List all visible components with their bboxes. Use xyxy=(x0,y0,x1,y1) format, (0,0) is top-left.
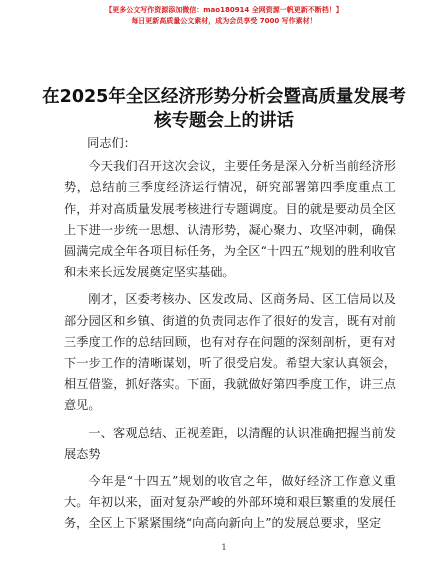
paragraph-1: 今天我们召开这次会议，主要任务是深入分析当前经济形势，总结前三季度经济运行情况，研究部署第四季度重点工作，并对高质量发展考核进行专题调度。目的就是要动员全区上下进一步统一思想、认清形势，凝心聚力、攻坚冲刺，确保圆满完成全年各项目标任务，为全区“十四五”规划的胜利收官和未来长远发展奠定坚实基础。 xyxy=(64,159,396,280)
promo-banner-line-2: 每日更新高质量公文素材，成为会员享受 7000 写作素材！ xyxy=(131,17,317,25)
page-number: 1 xyxy=(221,543,227,552)
document-body xyxy=(64,133,396,535)
salutation: 同志们： xyxy=(87,136,136,150)
paragraph-3: 今年是“十四五”规划的收官之年，做好经济工作意义重大。年初以来，面对复杂严峻的外部环境和艰巨繁重的发展任务，全区上下紧紧围绕“向高向新向上”的发展总要求，坚定 xyxy=(64,474,396,531)
paragraph-2: 刚才，区委考核办、区发改局、区商务局、区工信局以及部分园区和乡镇、街道的负责同志作了很好的发言，既有对前三季度工作的总结回顾，也有对存在问题的深刻剖析，更有对下一步工作的清晰谋划，听了很受启发。希望大家认真领会，相互借鉴，抓好落实。下面，我就做好第四季度工作，讲三点意见。 xyxy=(64,292,396,413)
section-heading-1: 一、客观总结、正视差距，以清醒的认识准确把握当前发展态势 xyxy=(64,425,396,461)
document-title: 在2025年全区经济形势分析会暨高质量发展考核专题会上的讲话 xyxy=(42,87,406,131)
promo-banner xyxy=(0,5,448,27)
promo-banner-line-1: 【更多公文写作资源添加微信：mao180914 全网资源一帆更新不断档！】 xyxy=(105,6,343,14)
